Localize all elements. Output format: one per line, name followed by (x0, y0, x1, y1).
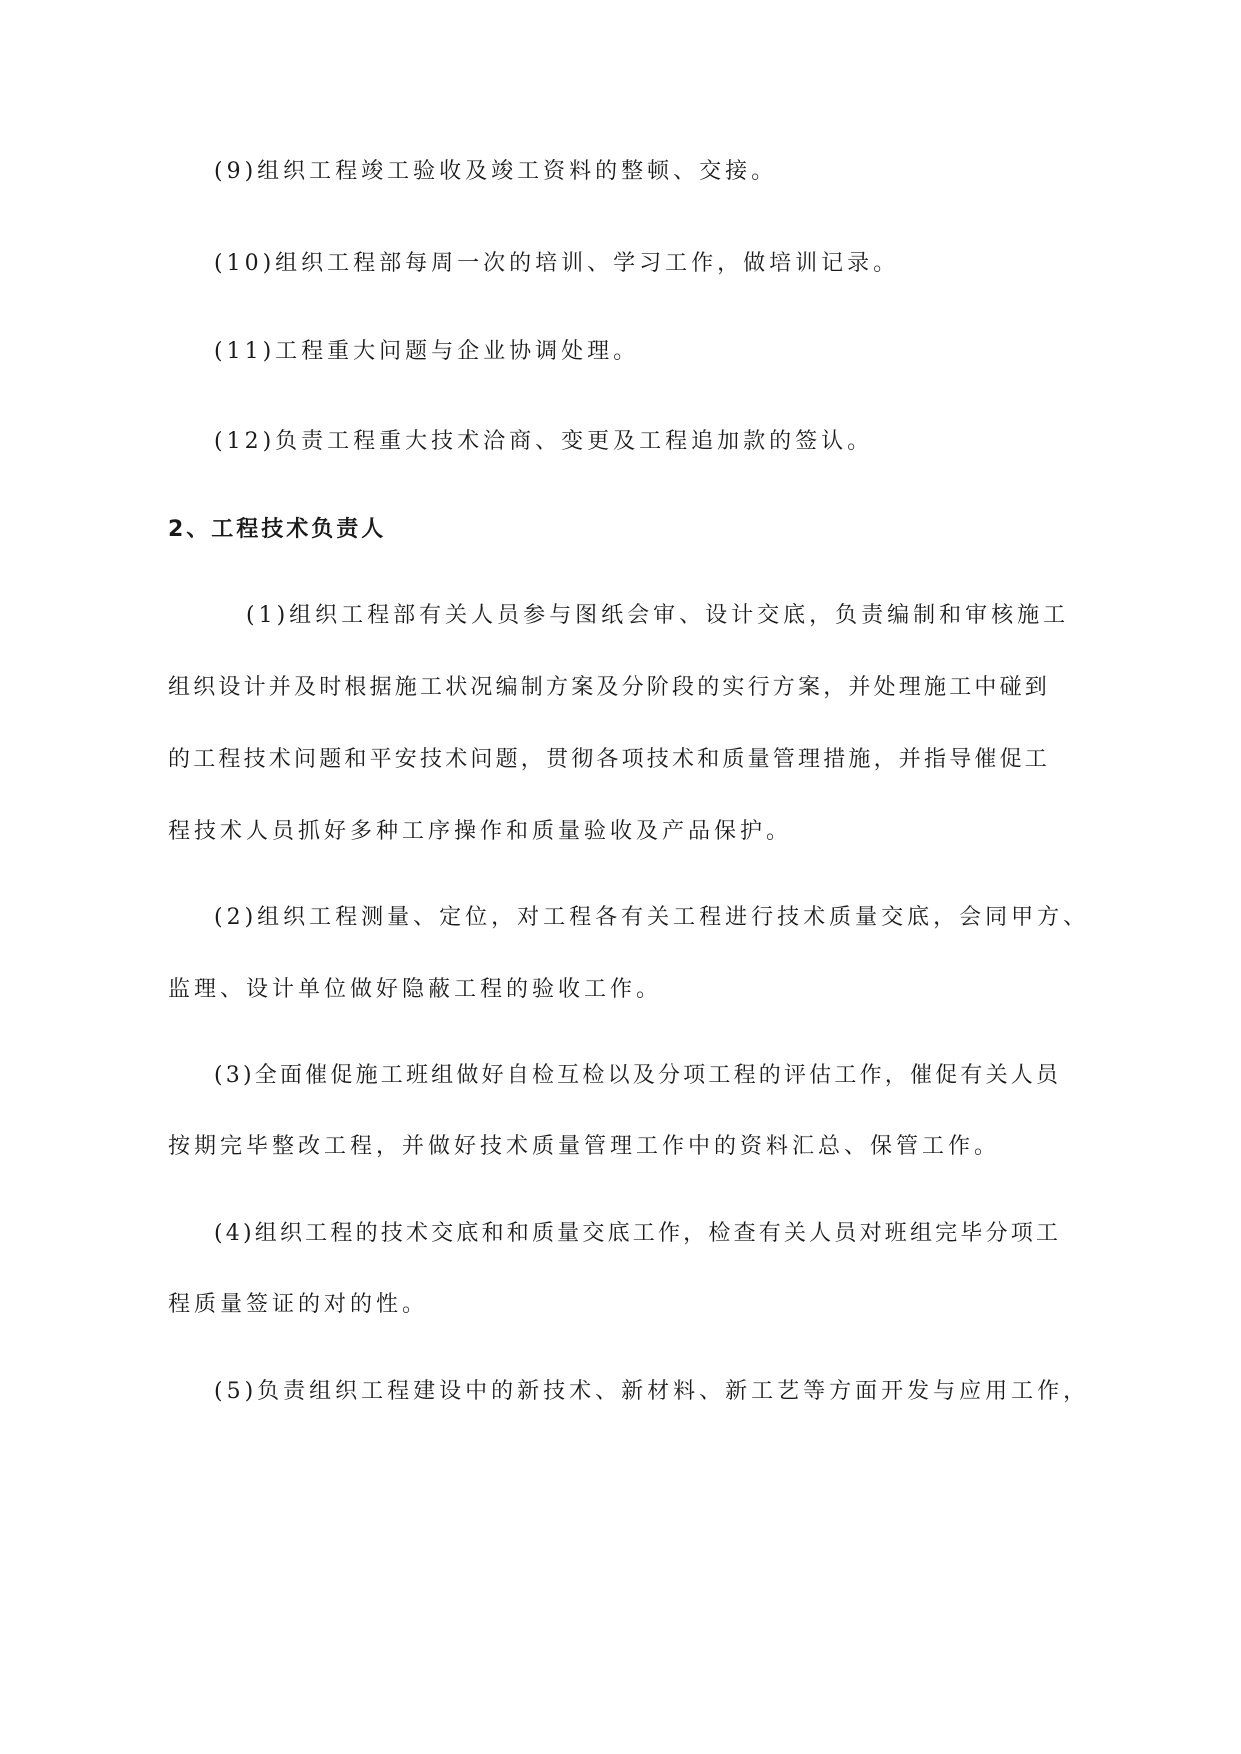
paragraph-line: (4)组织工程的技术交底和和质量交底工作，检查有关人员对班组完毕分项工 (214, 1221, 1062, 1246)
paragraph-line: (2)组织工程测量、定位，对工程各有关工程进行技术质量交底，会同甲方、 (214, 905, 1090, 930)
paragraph-line: 程质量签证的对的性。 (168, 1292, 429, 1317)
paragraph-line: 按期完毕整改工程，并做好技术质量管理工作中的资料汇总、保管工作。 (168, 1134, 1001, 1159)
paragraph-line: 程技术人员抓好多种工序操作和质量验收及产品保护。 (168, 819, 793, 844)
list-item: (9)组织工程竣工验收及竣工资料的整顿、交接。 (214, 159, 778, 184)
paragraph-line: 组织设计并及时根据施工状况编制方案及分阶段的实行方案，并处理施工中碰到 (168, 675, 1051, 700)
list-item: (11)工程重大问题与企业协调处理。 (214, 339, 640, 364)
paragraph-line: (3)全面催促施工班组做好自检互检以及分项工程的评估工作，催促有关人员 (214, 1063, 1062, 1088)
list-item: (10)组织工程部每周一次的培训、学习工作，做培训记录。 (214, 251, 900, 276)
section-heading: 2、工程技术负责人 (168, 517, 387, 542)
paragraph-line: (5)负责组织工程建设中的新技术、新材料、新工艺等方面开发与应用工作， (214, 1379, 1090, 1404)
paragraph-line: 的工程技术问题和平安技术问题，贯彻各项技术和质量管理措施，并指导催促工 (168, 747, 1051, 772)
list-item: (12)负责工程重大技术洽商、变更及工程追加款的签认。 (214, 429, 874, 454)
paragraph-line: 监理、设计单位做好隐蔽工程的验收工作。 (168, 977, 663, 1002)
paragraph-line: (1)组织工程部有关人员参与图纸会审、设计交底，负责编制和审核施工 (246, 603, 1070, 628)
